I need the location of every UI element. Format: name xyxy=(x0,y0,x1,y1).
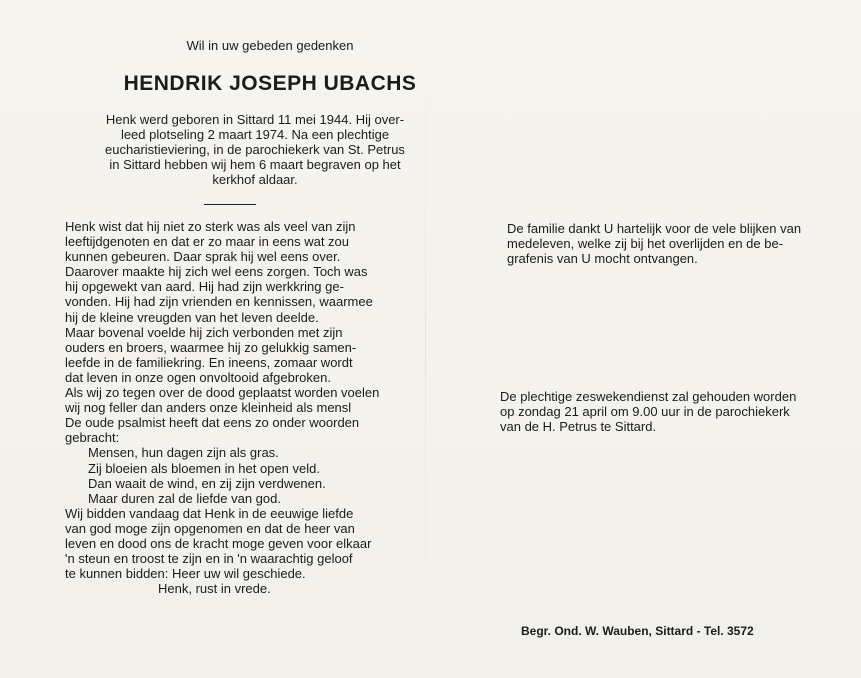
deceased-name: HENDRIK JOSEPH UBACHS xyxy=(123,72,417,95)
memorial-service-notice xyxy=(500,389,830,434)
bio-line: in Sittard hebben wij hem 6 maart begraven op het xyxy=(109,157,401,172)
bio-line: kerkhof aldaar. xyxy=(212,172,298,187)
service-line: De plechtige zeswekendienst zal gehouden worden xyxy=(500,389,797,404)
family-thanks xyxy=(507,221,827,266)
prayer-line: van god moge zijn opgenomen en dat de heer van xyxy=(65,520,355,536)
body-line: Daarover maakte hij zich wel eens zorgen. Toch was xyxy=(65,264,368,280)
divider-rule xyxy=(204,204,256,205)
body-line: De oude psalmist heeft dat eens zo onder woorden xyxy=(65,415,360,431)
reflection-text xyxy=(65,219,395,596)
bio-line: eucharistieviering, in de parochiekerk van St. Petrus xyxy=(105,142,405,157)
psalm-line: Maar duren zal de liefde van god. xyxy=(88,490,281,506)
bio-line: Henk werd geboren in Sittard 11 mei 1944. Hij over- xyxy=(105,112,405,127)
body-line: Maar bovenal voelde hij zich verbonden met zijn xyxy=(65,324,343,340)
thanks-line: De familie dankt U hartelijk voor de vele blijken van xyxy=(507,221,802,236)
intro-line: Wil in uw gebeden gedenken xyxy=(186,38,354,53)
prayer-line: 'n steun en troost te zijn en in 'n waarachtig geloof xyxy=(65,551,353,567)
body-line: gebracht: xyxy=(65,430,120,446)
bio-line: leed plotseling 2 maart 1974. Na een plechtige xyxy=(120,127,390,142)
psalm-line: Zij bloeien als bloemen in het open veld. xyxy=(88,460,320,476)
prayer-line: te kunnen bidden: Heer uw wil geschiede. xyxy=(65,566,306,582)
thanks-line: grafenis van U mocht ontvangen. xyxy=(507,251,698,266)
psalm-line: Dan waait de wind, en zij zijn verdwenen. xyxy=(88,475,326,491)
center-fold xyxy=(425,10,426,670)
service-line: van de H. Petrus te Sittard. xyxy=(500,419,657,434)
body-line: dat leven in onze ogen onvoltooid afgebroken. xyxy=(65,369,331,385)
psalm-line: Mensen, hun dagen zijn als gras. xyxy=(88,445,279,461)
body-line: leefde in de familiekring. En ineens, zomaar wordt xyxy=(65,354,353,370)
body-line: hij opgewekt van aard. Hij had zijn werkkring ge- xyxy=(65,279,344,295)
biography-paragraph xyxy=(65,112,445,187)
body-line: ouders en broers, waarmee hij zo gelukkig samen- xyxy=(65,339,357,355)
thanks-line: medeleven, welke zij bij het overlijden en de be- xyxy=(507,236,784,251)
body-line: hij de kleine vreugden van het leven deelde. xyxy=(65,309,319,325)
signoff-line: Henk, rust in vrede. xyxy=(158,581,271,597)
prayer-line: Wij bidden vandaag dat Henk in de eeuwige liefde xyxy=(65,505,354,521)
body-line: kunnen gebeuren. Daar sprak hij wel eens over. xyxy=(65,249,341,265)
prayer-line: leven en dood ons de kracht moge geven voor elkaar xyxy=(65,535,372,551)
body-line: leeftijdgenoten en dat er zo maar in eens wat zou xyxy=(65,234,350,250)
body-line: Als wij zo tegen over de dood geplaatst worden voelen xyxy=(65,385,380,401)
body-line: vonden. Hij had zijn vrienden en kennissen, waarmee xyxy=(65,294,373,310)
undertaker-footer: Begr. Ond. W. Wauben, Sittard - Tel. 3572 xyxy=(521,624,754,638)
service-line: op zondag 21 april om 9.00 uur in de parochiekerk xyxy=(500,404,790,419)
body-line: wij nog feller dan anders onze kleinheid als mensl xyxy=(65,400,352,416)
body-line: Henk wist dat hij niet zo sterk was als veel van zijn xyxy=(65,219,356,234)
